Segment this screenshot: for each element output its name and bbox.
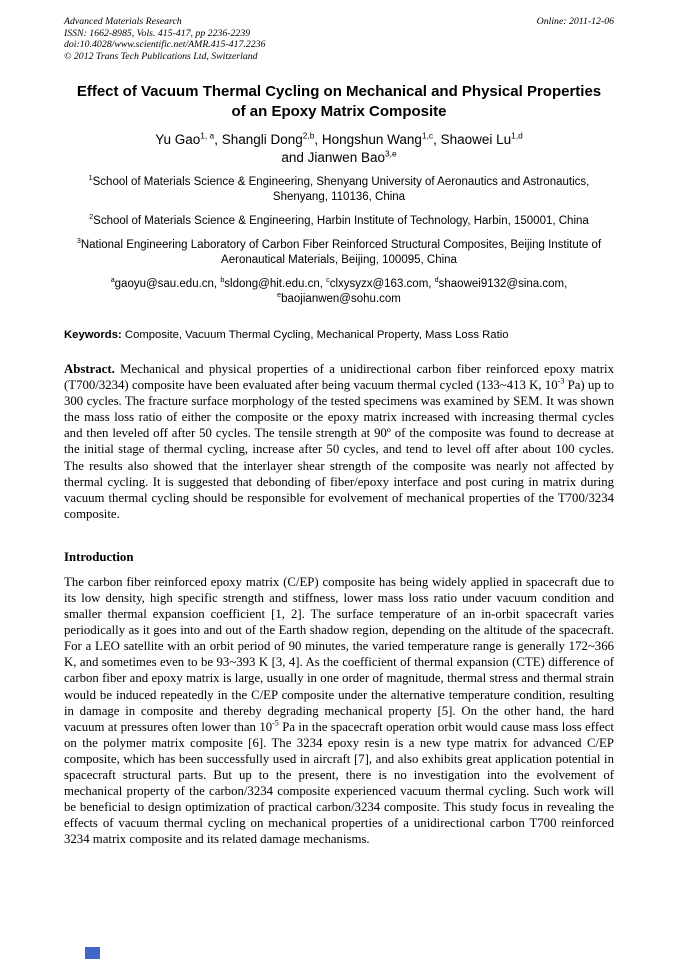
- affiliation-1: $^1$School of Materials Science & Engineering, Shenyang University of Aeronautics and Astronautics, Shenyang, 110136, China: [88, 174, 590, 204]
- section-heading-introduction: Introduction: [64, 549, 134, 564]
- abstract-label: Abstract.: [64, 361, 115, 376]
- author-emails-line-1: $^a$gaoyu@sau.edu.cn, $^b$sldong@hit.edu.cn, $^c$clxysyzx@163.com, $^d$shaowei9132@sina.com,: [110, 276, 568, 291]
- authors-line-2: and Jianwen Bao$^{3,e}$: [281, 148, 397, 165]
- online-date: Online: 2011-12-06: [536, 16, 614, 27]
- abstract-paragraph: [64, 361, 614, 522]
- abstract-text: Mechanical and physical properties of a unidirectional carbon fiber reinforced epoxy matrix (T700/3234) composite have been evaluated after being vacuum thermal cycled (133~413 K, $10^{-3}$ Pa) up to 300 cycles. The fracture surface morphology of the tested specimens was examined by SEM. It was shown the mass loss ratio of either the composite or the epoxy matrix increased with increasing thermal cycles and then leveled off after 50 cycles. The tensile strength at 90º of the composite was found to decrease at the initial stage of thermal cycling, increase after 50 cycles, and tend to level off after about 100 cycles. The results also showed that the interlayer shear strength of the composite was nearly not affected by thermal cycling. It is suggested that debonding of fiber/epoxy interface and post curing in matrix during vacuum thermal cycling should be responsible for evolvement of mechanical properties of the T700/3234 composite.: [64, 361, 614, 521]
- journal-header-row: [64, 16, 614, 28]
- copyright-line: © 2012 Trans Tech Publications Ltd, Switzerland: [64, 50, 258, 62]
- keywords-label: Keywords:: [64, 328, 122, 341]
- doi-line: doi:10.4028/www.scientific.net/AMR.415-417.2236: [64, 39, 266, 51]
- author-emails-line-2: $^e$baojianwen@sohu.com: [277, 291, 401, 306]
- paper-title: Effect of Vacuum Thermal Cycling on Mechanical and Physical Properties of an Epoxy Matrix Composite: [76, 83, 602, 121]
- affiliation-3: $^3$National Engineering Laboratory of Carbon Fiber Reinforced Structural Composites, Beijing Institute of Aeronautical Materials, Beijing, 100095, China: [76, 236, 602, 266]
- keywords-line: [64, 328, 614, 342]
- journal-header: [64, 16, 614, 62]
- page-corner-mark: [85, 947, 100, 959]
- keywords-text: Composite, Vacuum Thermal Cycling, Mechanical Property, Mass Loss Ratio: [121, 328, 509, 341]
- authors-block: [64, 131, 614, 166]
- authors-line-1: Yu Gao$^{1, a}$, Shangli Dong$^{2,b}$, Hongshun Wang$^{1,c}$, Shaowei Lu$^{1,d}$: [155, 130, 523, 148]
- journal-name: Advanced Materials Research: [64, 16, 182, 27]
- issn-line: ISSN: 1662-8985, Vols. 415-417, pp 2236-2239: [64, 27, 251, 39]
- affiliation-2: $^2$School of Materials Science & Engineering, Harbin Institute of Technology, Harbin, 150001, China: [89, 213, 589, 227]
- introduction-paragraph: The carbon fiber reinforced epoxy matrix (C/EP) composite has being widely applied in spacecraft due to its low density, high specific strength and stiffness, lower mass loss ratio under vacuum condition and smaller thermal expansion coefficient [1, 2]. The surface temperature of an in-orbit spacecraft varies periodically as it goes into and out of the Earth shadow region, depending on the altitude of the spacecraft. For a LEO satellite with an orbit period of 90 minutes, the varied temperature range is generally 172~366 K, and sometimes even to be 93~393 K [3, 4]. As the coefficient of thermal expansion (CTE) difference of carbon fiber and epoxy matrix is large, usually in one order of magnitude, thermal stress and thermal strain would be induced repeatedly in the C/EP composite under the alternative temperature condition, resulting in damage in composite and thereby degrading mechanical property [5]. On the other hand, the hard vacuum at pressures often lower than $10^{-5}$ Pa in the spacecraft operation orbit would cause mass loss effect on the polymer matrix composite [6]. The 3234 epoxy resin is a new type matrix for advanced C/EP composite, which has been successfully used in aircraft [7], and also exhibits great application potential in spacecraft structural parts. But up to the present, there is no investigation into the evolvement of mechanical property of the carbon/3234 composite experienced vacuum thermal cycling. Such work will be beneficial to design optimization of practical carbon/3234 composite. This study focus in revealing the effects of vacuum thermal cycling on mechanical properties of a unidirectional carbon T700 reinforced 3234 matrix composite and its related damage mechanisms.: [64, 574, 614, 847]
